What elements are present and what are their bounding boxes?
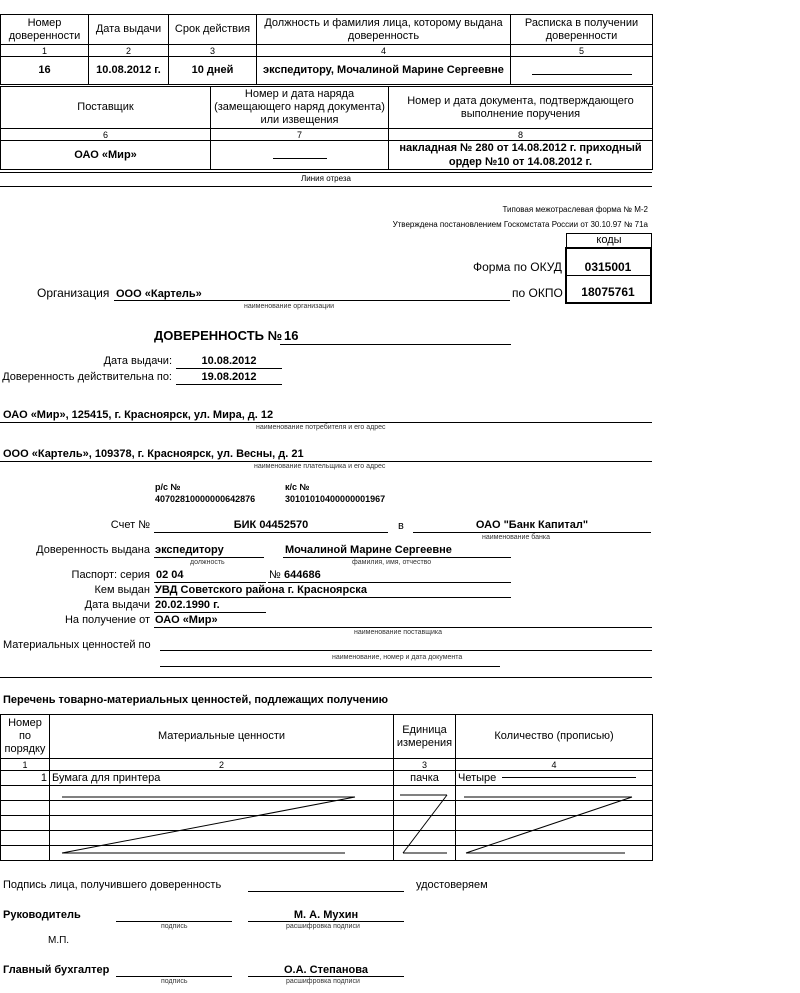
issued-by-value: УВД Советского района г. Красноярска bbox=[155, 584, 367, 596]
stub-value-person: экспедитору, Мочалиной Марине Сергеевне bbox=[257, 57, 511, 85]
okud-label: Форма по ОКУД bbox=[473, 260, 562, 274]
stub-value-supplier: ОАО «Мир» bbox=[1, 141, 211, 170]
rs-value: 40702810000000642876 bbox=[155, 494, 256, 504]
okpo-value: 18075761 bbox=[581, 285, 635, 299]
stub-value-term: 10 дней bbox=[169, 57, 257, 85]
mp-label: М.П. bbox=[48, 935, 70, 946]
form-approved: Утверждена постановлением Госкомстата России от 30.10.97 № 71а bbox=[392, 220, 648, 229]
account-value: БИК 04452570 bbox=[233, 519, 309, 531]
th-material: Материальные ценности bbox=[50, 715, 394, 759]
passport-no-value: 644686 bbox=[284, 569, 321, 581]
head-sign-caption: подпись bbox=[161, 923, 188, 930]
doc-title: ДОВЕРЕННОСТЬ № bbox=[154, 328, 283, 343]
certify-label: удостоверяем bbox=[416, 879, 488, 891]
stub-value-order bbox=[211, 141, 389, 170]
stub-num-2: 2 bbox=[89, 45, 169, 57]
stub-header-term: Срок действия bbox=[169, 15, 257, 45]
th-num-4: 4 bbox=[456, 759, 653, 771]
valid-date-label: Доверенность действительна по: bbox=[2, 371, 172, 383]
ks-value: 30101010400000001967 bbox=[285, 494, 386, 504]
acc-name: О.А. Степанова bbox=[284, 964, 368, 976]
in-label: в bbox=[398, 520, 404, 532]
passport-series-label: Паспорт: серия bbox=[71, 569, 150, 581]
person-caption: фамилия, имя, отчество bbox=[352, 559, 432, 566]
passport-date-value: 20.02.1990 г. bbox=[155, 599, 220, 611]
okud-value: 0315001 bbox=[584, 260, 632, 274]
issued-to-label: Доверенность выдана bbox=[36, 544, 150, 556]
stub-value-date: 10.08.2012 г. bbox=[89, 57, 169, 85]
stub-num-8: 8 bbox=[389, 129, 653, 141]
supplier-caption: наименование поставщика bbox=[354, 629, 442, 636]
stub-num-3: 3 bbox=[169, 45, 257, 57]
th-num-2: 2 bbox=[50, 759, 394, 771]
stub-value-doc: накладная № 280 от 14.08.2012 г. приходный ордер №10 от 14.08.2012 г. bbox=[389, 141, 653, 170]
stub-header-number: Номер доверенности bbox=[1, 15, 89, 45]
rs-label: р/с № bbox=[155, 482, 181, 492]
position-caption: должность bbox=[190, 559, 225, 566]
stub-num-1: 1 bbox=[1, 45, 89, 57]
consumer-value: ОАО «Мир», 125415, г. Красноярск, ул. Мира, д. 12 bbox=[3, 409, 274, 421]
stub-header-supplier: Поставщик bbox=[1, 87, 211, 129]
stub-num-6: 6 bbox=[1, 129, 211, 141]
account-label: Счет № bbox=[110, 519, 150, 531]
stub-num-5: 5 bbox=[511, 45, 653, 57]
stub-value-number: 16 bbox=[1, 57, 89, 85]
acc-decode-caption: расшифровка подписи bbox=[286, 978, 360, 985]
supplier-value: ОАО «Мир» bbox=[155, 614, 218, 626]
doc-number: 16 bbox=[284, 328, 299, 343]
okpo-label: по ОКПО bbox=[512, 286, 563, 300]
stub-header-date: Дата выдачи bbox=[89, 15, 169, 45]
row-qty bbox=[456, 771, 653, 786]
acc-label: Главный бухгалтер bbox=[3, 964, 110, 976]
th-unit: Единица измерения bbox=[394, 715, 456, 759]
org-caption: наименование организации bbox=[244, 303, 335, 310]
stub-header-doc: Номер и дата документа, подтверждающего выполнение поручения bbox=[389, 87, 653, 129]
stub-header-receipt: Расписка в получении доверенности bbox=[511, 15, 653, 45]
doc-caption: наименование, номер и дата документа bbox=[332, 654, 463, 661]
table-row bbox=[1, 831, 653, 846]
ks-label: к/с № bbox=[285, 482, 310, 492]
stub-num-7: 7 bbox=[211, 129, 389, 141]
cut-line-label: Линия отреза bbox=[301, 174, 351, 183]
stub-num-4: 4 bbox=[257, 45, 511, 57]
stub-value-receipt bbox=[511, 57, 653, 85]
valid-date-value: 19.08.2012 bbox=[201, 371, 257, 383]
head-label: Руководитель bbox=[3, 909, 81, 921]
issue-date-label: Дата выдачи: bbox=[103, 355, 172, 367]
head-decode-caption: расшифровка подписи bbox=[286, 923, 360, 930]
payer-caption: наименование плательщика и его адрес bbox=[254, 463, 386, 470]
codes-label: коды bbox=[566, 233, 652, 248]
materials-label: Материальных ценностей по bbox=[3, 639, 151, 651]
passport-series-value: 02 04 bbox=[156, 569, 184, 581]
receive-from-label: На получение от bbox=[64, 614, 150, 626]
th-num-1: 1 bbox=[1, 759, 50, 771]
payer-value: ООО «Картель», 109378, г. Красноярск, ул. Весны, д. 21 bbox=[3, 448, 304, 460]
consumer-caption: наименование потребителя и его адрес bbox=[256, 424, 386, 431]
row-name: Бумага для принтера bbox=[50, 771, 394, 786]
acc-sign-caption: подпись bbox=[161, 978, 188, 985]
table-row bbox=[1, 771, 653, 786]
position-value: экспедитору bbox=[155, 544, 224, 556]
person-value: Мочалиной Марине Сергеевне bbox=[285, 544, 452, 556]
row-num: 1 bbox=[1, 771, 50, 786]
issued-by-label: Кем выдан bbox=[94, 584, 150, 596]
passport-no-label: № bbox=[269, 569, 281, 581]
bank-value: ОАО "Банк Капитал" bbox=[475, 519, 589, 531]
row-unit: пачка bbox=[394, 771, 456, 786]
org-value: ООО «Картель» bbox=[116, 288, 202, 300]
th-num: Номер по порядку bbox=[1, 715, 50, 759]
head-name: М. А. Мухин bbox=[293, 909, 359, 921]
table-row bbox=[1, 801, 653, 816]
bank-caption: наименование банка bbox=[482, 534, 550, 541]
sign-label: Подпись лица, получившего доверенность bbox=[3, 879, 222, 891]
form-type: Типовая межотраслевая форма № М-2 bbox=[502, 205, 648, 214]
stub-header-person: Должность и фамилия лица, которому выдана доверенность bbox=[257, 15, 511, 45]
stub-header-order: Номер и дата наряда (замещающего наряд документа) или извещения bbox=[211, 87, 389, 129]
table-row bbox=[1, 846, 653, 861]
stub-table-1 bbox=[0, 14, 653, 85]
table-row bbox=[1, 786, 653, 801]
issue-date-value: 10.08.2012 bbox=[201, 355, 257, 367]
stub-table-2 bbox=[0, 86, 653, 170]
table-row bbox=[1, 816, 653, 831]
passport-date-label: Дата выдачи bbox=[84, 599, 150, 611]
materials-table bbox=[0, 714, 653, 861]
list-title: Перечень товарно-материальных ценностей, подлежащих получению bbox=[3, 694, 389, 706]
org-label: Организация bbox=[37, 286, 110, 300]
row-qty-text: Четыре bbox=[458, 771, 497, 784]
th-num-3: 3 bbox=[394, 759, 456, 771]
th-qty: Количество (прописью) bbox=[456, 715, 653, 759]
